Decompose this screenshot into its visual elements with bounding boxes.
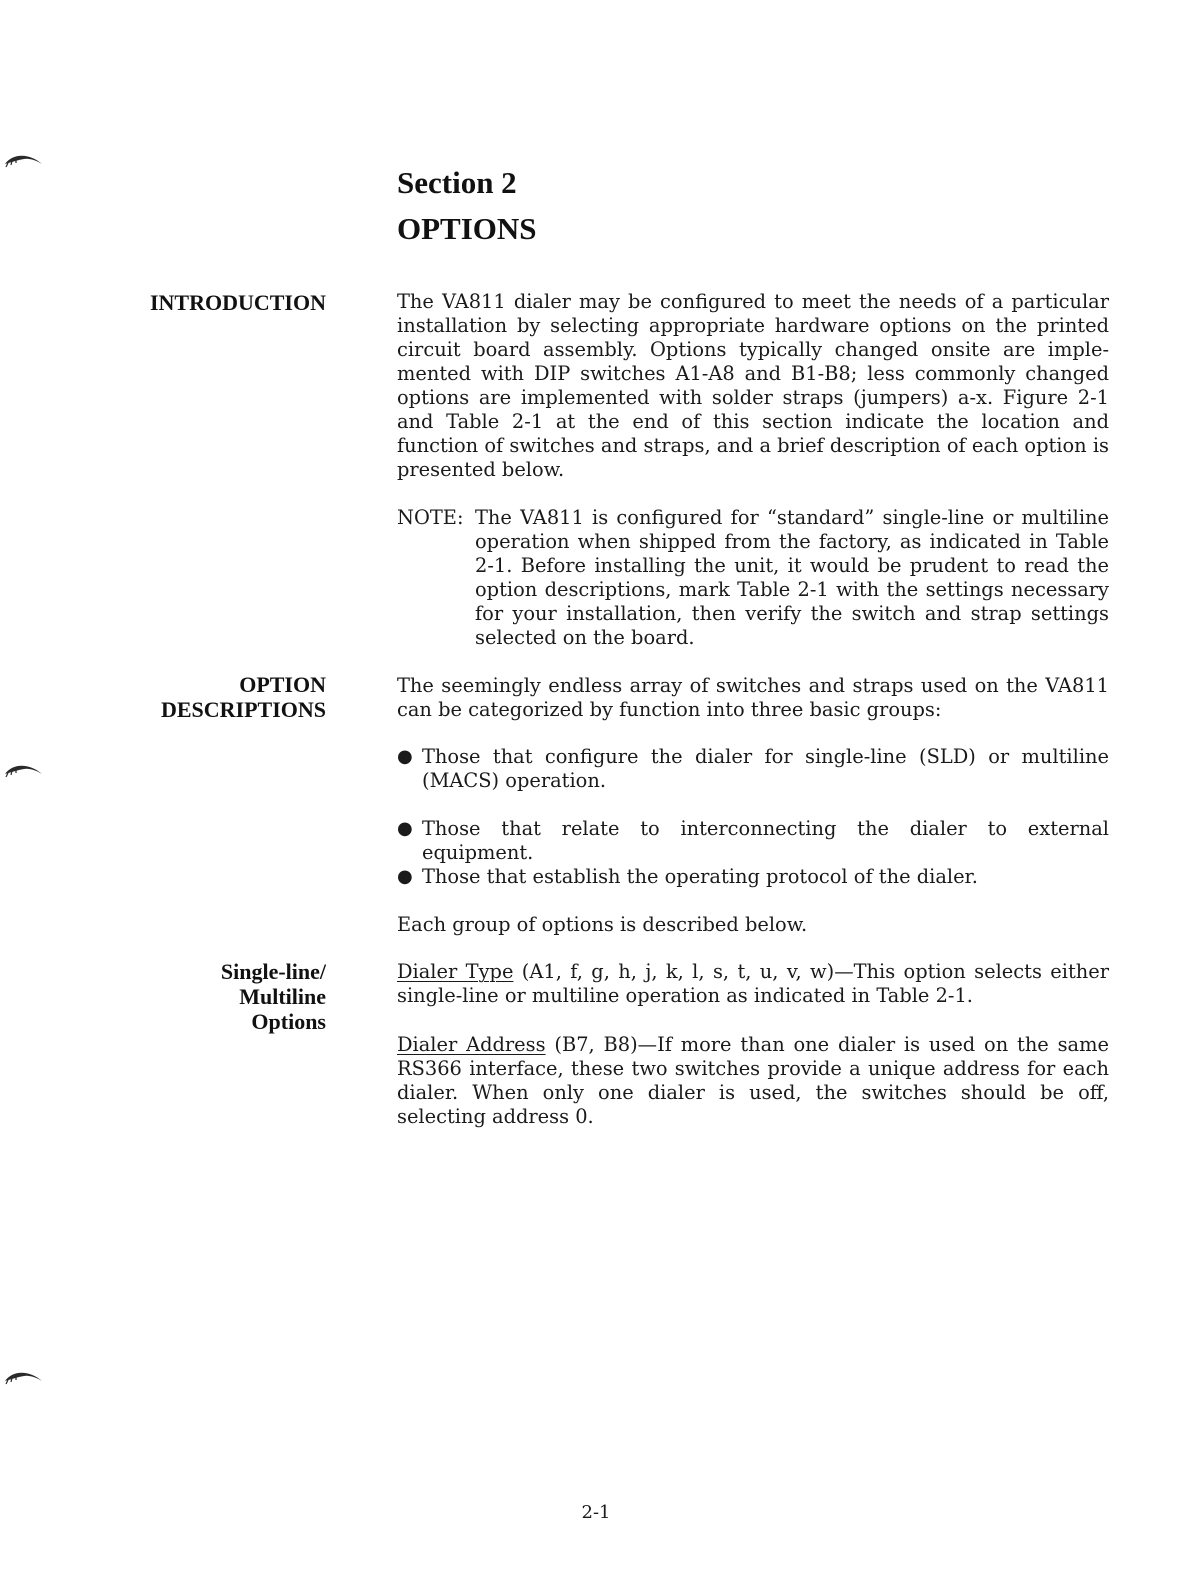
note-block <box>397 506 1109 650</box>
single-line-heading-line2: Multiline <box>239 984 326 1009</box>
section-title: OPTIONS <box>397 211 537 246</box>
dialer-address-paragraph <box>397 1033 1109 1129</box>
note-text: The VA811 is configured for “standard” single-line or multiline operation when shipped from the factory, as indicated in Table 2-1. Before installing the unit, it would be prudent to read the option descriptions, mark Table 2-1 with the settings necessary for your installation, then verify the switch and strap settings selected on the board. <box>475 506 1109 649</box>
single-line-heading-line1: Single-line/ <box>220 959 326 984</box>
option-descriptions-closing-text: Each group of options is described below. <box>397 913 808 936</box>
single-line-heading-line3: Options <box>251 1009 326 1034</box>
bullet-icon: ● <box>397 746 413 767</box>
dialer-address-text: (B7, B8)—If more than one dialer is used on the same RS366 interface, these two switches provide a unique address for each dialer. When only one dialer is used, the switches should be off, selecting address 0. <box>397 1033 1109 1128</box>
binder-hole-icon <box>2 1367 46 1389</box>
bullet-text: Those that establish the operating protocol of the dialer. <box>422 865 978 888</box>
dialer-address-term: Dialer Address <box>397 1033 546 1056</box>
option-descriptions-intro-text: The seemingly endless array of switches and straps used on the VA811 can be categorized by function into three basic groups: <box>397 674 1109 721</box>
note-label: NOTE: <box>397 506 464 529</box>
option-descriptions-heading <box>0 672 326 722</box>
bullet-item-3 <box>397 865 1109 889</box>
binder-hole-icon <box>2 150 46 172</box>
introduction-paragraph: The VA811 dialer may be configured to meet the needs of a particular installation by selecting appropriate hardware options on the printed circuit board assembly. Options typically changed onsite are imple-mented with DIP switches A1-A8 and B1-B8; less commonly changed options are implemented with solder straps (jumpers) a-x. Figure 2-1 and Table 2-1 at the end of this section indicate the location and function of switches and straps, and a brief description of each option is presented below. <box>397 290 1109 481</box>
bullet-icon: ● <box>397 818 413 839</box>
option-descriptions-heading-line2: DESCRIPTIONS <box>160 697 326 722</box>
single-line-options-heading <box>0 959 326 1034</box>
dialer-type-term: Dialer Type <box>397 960 514 983</box>
bullet-item-2 <box>397 817 1109 865</box>
bullet-item-1 <box>397 745 1109 793</box>
option-descriptions-intro <box>397 674 1109 722</box>
bullet-text: Those that configure the dialer for single-line (SLD) or multiline (MACS) operation. <box>422 745 1109 792</box>
introduction-body <box>397 290 1109 482</box>
option-descriptions-heading-line1: OPTION <box>239 672 326 697</box>
binder-hole-icon <box>2 760 46 782</box>
bullet-text: Those that relate to interconnecting the dialer to external equipment. <box>422 817 1109 864</box>
dialer-type-text: (A1, f, g, h, j, k, l, s, t, u, v, w)—This option selects either single-line or multiline operation as indicated in Table 2-1. <box>397 960 1109 1007</box>
introduction-heading <box>0 290 326 315</box>
option-descriptions-closing <box>397 913 1109 937</box>
section-heading <box>397 160 537 252</box>
dialer-type-paragraph <box>397 960 1109 1008</box>
page-number: 2-1 <box>581 1502 611 1523</box>
section-number: Section 2 <box>397 165 517 200</box>
introduction-heading-text: INTRODUCTION <box>149 290 326 315</box>
bullet-icon: ● <box>397 866 413 887</box>
